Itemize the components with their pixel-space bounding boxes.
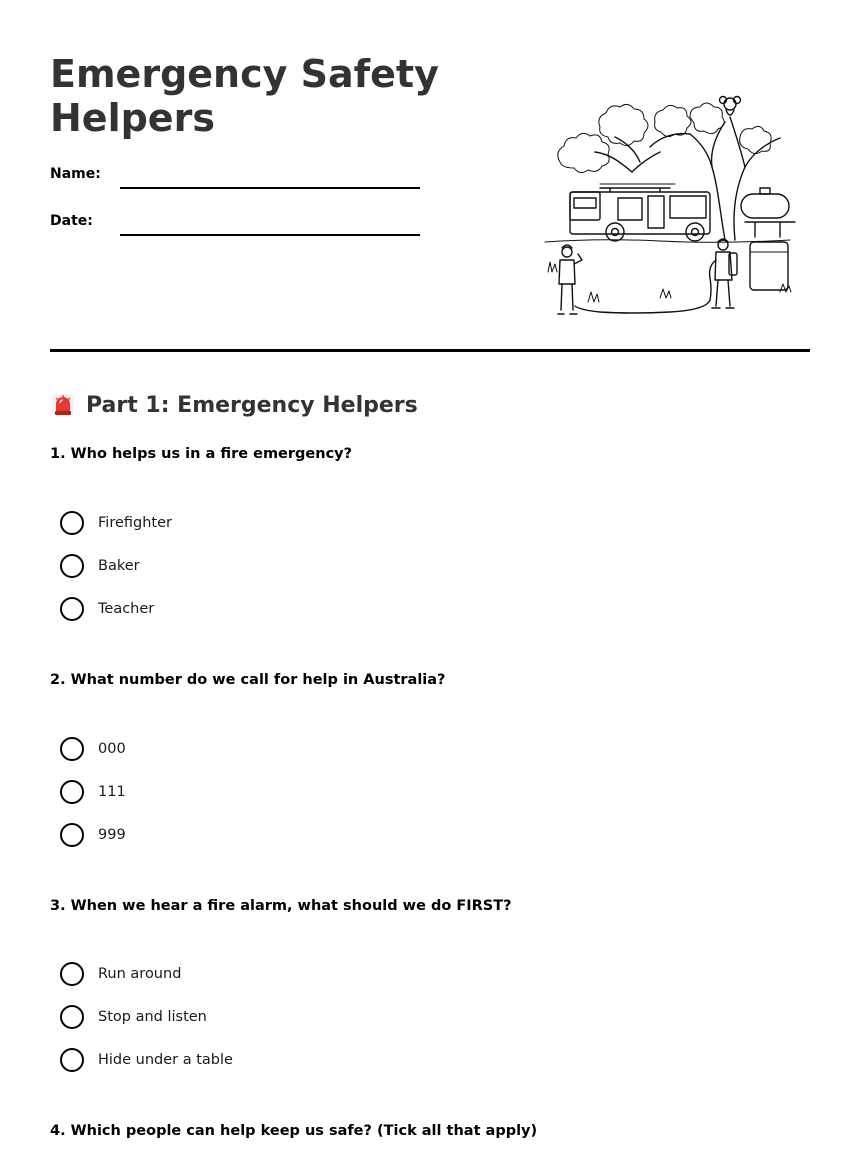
name-field-line[interactable] bbox=[120, 187, 420, 189]
question-3: 3. When we hear a fire alarm, what should we do FIRST? bbox=[50, 898, 512, 914]
radio-button[interactable] bbox=[60, 554, 84, 578]
question-3-option-3[interactable] bbox=[60, 1048, 233, 1072]
question-1-option-3[interactable] bbox=[60, 597, 154, 621]
option-label: Teacher bbox=[98, 601, 155, 617]
option-label: Stop and listen bbox=[98, 1009, 207, 1025]
question-1-option-1[interactable] bbox=[60, 511, 172, 535]
fire-truck-firefighters-illustration bbox=[540, 92, 800, 318]
radio-button[interactable] bbox=[60, 597, 84, 621]
question-3-option-2[interactable] bbox=[60, 1005, 207, 1029]
question-2: 2. What number do we call for help in Australia? bbox=[50, 672, 446, 688]
radio-button[interactable] bbox=[60, 823, 84, 847]
question-2-option-2[interactable] bbox=[60, 780, 126, 804]
option-label: 000 bbox=[98, 741, 126, 757]
section-heading bbox=[50, 390, 418, 420]
question-2-option-1[interactable] bbox=[60, 737, 126, 761]
radio-button[interactable] bbox=[60, 737, 84, 761]
date-label: Date: bbox=[50, 213, 93, 229]
radio-button[interactable] bbox=[60, 1048, 84, 1072]
name-label: Name: bbox=[50, 166, 101, 182]
option-label: Firefighter bbox=[98, 515, 172, 531]
radio-button[interactable] bbox=[60, 780, 84, 804]
radio-button[interactable] bbox=[60, 511, 84, 535]
question-1-option-2[interactable] bbox=[60, 554, 140, 578]
option-label: Run around bbox=[98, 966, 182, 982]
page-title: Emergency Safety Helpers bbox=[50, 52, 439, 140]
siren-icon bbox=[50, 392, 76, 418]
question-2-option-3[interactable] bbox=[60, 823, 126, 847]
question-3-option-1[interactable] bbox=[60, 962, 181, 986]
question-4: 4. Which people can help keep us safe? (Tick all that apply) bbox=[50, 1123, 538, 1139]
option-label: 111 bbox=[98, 784, 126, 800]
radio-button[interactable] bbox=[60, 1005, 84, 1029]
question-1: 1. Who helps us in a fire emergency? bbox=[50, 446, 353, 462]
option-label: Hide under a table bbox=[98, 1052, 233, 1068]
option-label: 999 bbox=[98, 827, 126, 843]
section-heading-text: Part 1: Emergency Helpers bbox=[86, 392, 418, 418]
header-divider bbox=[50, 349, 810, 352]
option-label: Baker bbox=[98, 558, 140, 574]
radio-button[interactable] bbox=[60, 962, 84, 986]
date-field-line[interactable] bbox=[120, 234, 420, 236]
